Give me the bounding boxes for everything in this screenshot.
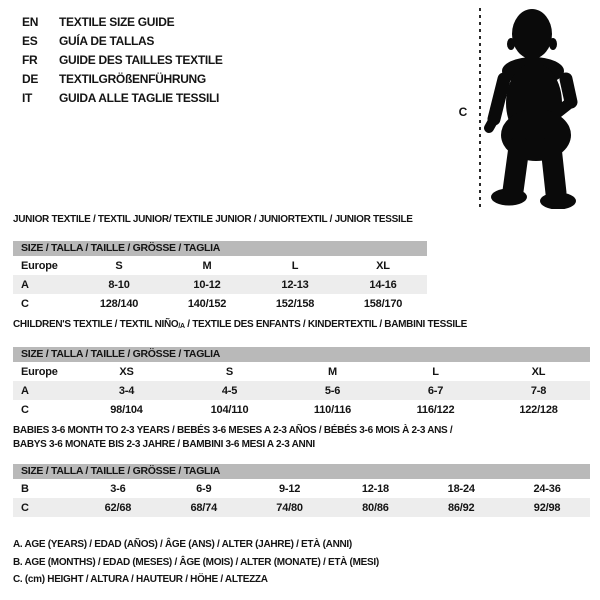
table-row [13,275,427,294]
table-cell: 3-6 [110,482,126,495]
section-babies-textile [13,424,590,517]
table-cell: L [432,365,439,378]
children-size-table [13,362,590,419]
table-cell: 122/128 [519,403,558,416]
table-cell: 24-36 [533,482,561,495]
table-cell: 128/140 [99,297,139,310]
footnote-c: C. (cm) HEIGHT / ALTURA / HAUTEUR / HÖHE / ALTEZZA [13,574,268,585]
table-cell: 104/110 [210,403,249,416]
section-junior-textile [13,214,427,313]
table-cell: XL [531,365,546,378]
table-cell: 98/104 [110,403,143,416]
table-cell: 4-5 [221,384,238,397]
table-cell: S [225,365,234,378]
row-label: C [21,297,29,310]
table-cell: 92/98 [533,501,561,514]
table-cell: 12-13 [281,278,309,291]
size-table-header: SIZE / TALLA / TAILLE / GRÖSSE / TAGLIA [13,464,590,479]
table-cell: 62/68 [104,501,132,514]
table-cell: 6-9 [196,482,212,495]
table-cell: 18-24 [447,482,475,495]
table-row [13,362,590,381]
language-code: ES [22,34,38,48]
row-label: C [21,403,29,416]
language-title-list [22,13,223,108]
language-code: IT [22,91,33,105]
language-code: FR [22,53,38,67]
table-cell: S [115,259,123,272]
table-cell: 8-10 [108,278,130,291]
footnote-b: B. AGE (MONTHS) / EDAD (MESES) / ÂGE (MOIS) / ALTER (MONATE) / ETÀ (MESI) [13,556,379,568]
table-cell: 14-16 [369,278,397,291]
language-row [22,89,223,108]
table-row [13,381,590,400]
table-row [13,256,427,275]
language-title: TEXTILE SIZE GUIDE [59,15,175,29]
language-row [22,32,223,51]
height-dashed-line [479,8,481,207]
row-label: Europe [21,365,58,378]
language-code: EN [22,15,39,29]
footnotes [13,536,379,589]
table-cell: 140/152 [187,297,227,310]
language-row [22,70,223,89]
table-cell: 5-6 [324,384,341,397]
size-table-header: SIZE / TALLA / TAILLE / GRÖSSE / TAGLIA [13,241,427,256]
table-cell: 7-8 [530,384,547,397]
row-label: A [21,384,29,397]
table-cell: 9-12 [278,482,301,495]
table-cell: 86/92 [447,501,475,514]
section-title-babies [13,424,590,452]
section-childrens-textile [13,319,590,419]
table-cell: 12-18 [361,482,389,495]
language-row [22,51,223,70]
junior-size-table [13,256,427,313]
baby-silhouette-icon [484,7,588,209]
table-cell: M [202,259,212,272]
language-code: DE [22,72,39,86]
row-label: A [21,278,29,291]
babies-size-table [13,479,590,517]
table-cell: 68/74 [190,501,217,514]
table-cell: XL [376,259,390,272]
row-label: Europe [21,259,58,272]
table-cell: 10-12 [193,278,221,291]
table-row [13,294,427,313]
table-row [13,479,590,498]
footnote-a: A. AGE (YEARS) / EDAD (AÑOS) / ÂGE (ANS) / ALTER (JAHRE) / ETÀ (ANNI) [13,539,352,550]
table-cell: L [291,259,299,272]
height-marker-label: C [458,105,468,119]
size-table-header: SIZE / TALLA / TAILLE / GRÖSSE / TAGLIA [13,347,590,362]
row-label: C [21,501,29,514]
section-title-line: BABIES 3-6 MONTH TO 2-3 YEARS / BEBÉS 3-6 MESES A 2-3 AÑOS / BÉBÉS 3-6 MOIS À 2-3 ANS / [13,425,453,436]
row-label: B [21,482,29,495]
table-row [13,400,590,419]
section-title-junior: JUNIOR TEXTILE / TEXTIL JUNIOR/ TEXTILE JUNIOR / JUNIORTEXTIL / JUNIOR TESSILE [13,214,413,225]
section-title-line: BABYS 3-6 MONATE BIS 2-3 JAHRE / BAMBINI 3-6 MESI A 2-3 ANNI [13,439,315,450]
table-cell: M [328,365,337,378]
table-row [13,498,590,517]
table-cell: 74/80 [276,501,303,514]
table-cell: XS [119,365,134,378]
language-title: GUIDA ALLE TAGLIE TESSILI [59,91,220,105]
table-cell: 3-4 [118,384,135,397]
language-title: GUIDE DES TAILLES TEXTILE [59,53,223,67]
table-cell: 158/170 [363,297,403,310]
table-cell: 110/116 [313,403,352,416]
table-cell: 116/122 [416,403,455,416]
table-cell: 80/86 [362,501,389,514]
table-cell: 152/158 [275,297,315,310]
table-cell: 6-7 [427,384,444,397]
language-row [22,13,223,32]
section-title-children: CHILDREN'S TEXTILE / TEXTIL NIÑO/A / TEXTILE DES ENFANTS / KINDERTEXTIL / BAMBINI TESSILE [13,319,468,330]
language-title: GUÍA DE TALLAS [59,34,155,48]
language-title: TEXTILGRÖßENFÜHRUNG [59,72,206,86]
